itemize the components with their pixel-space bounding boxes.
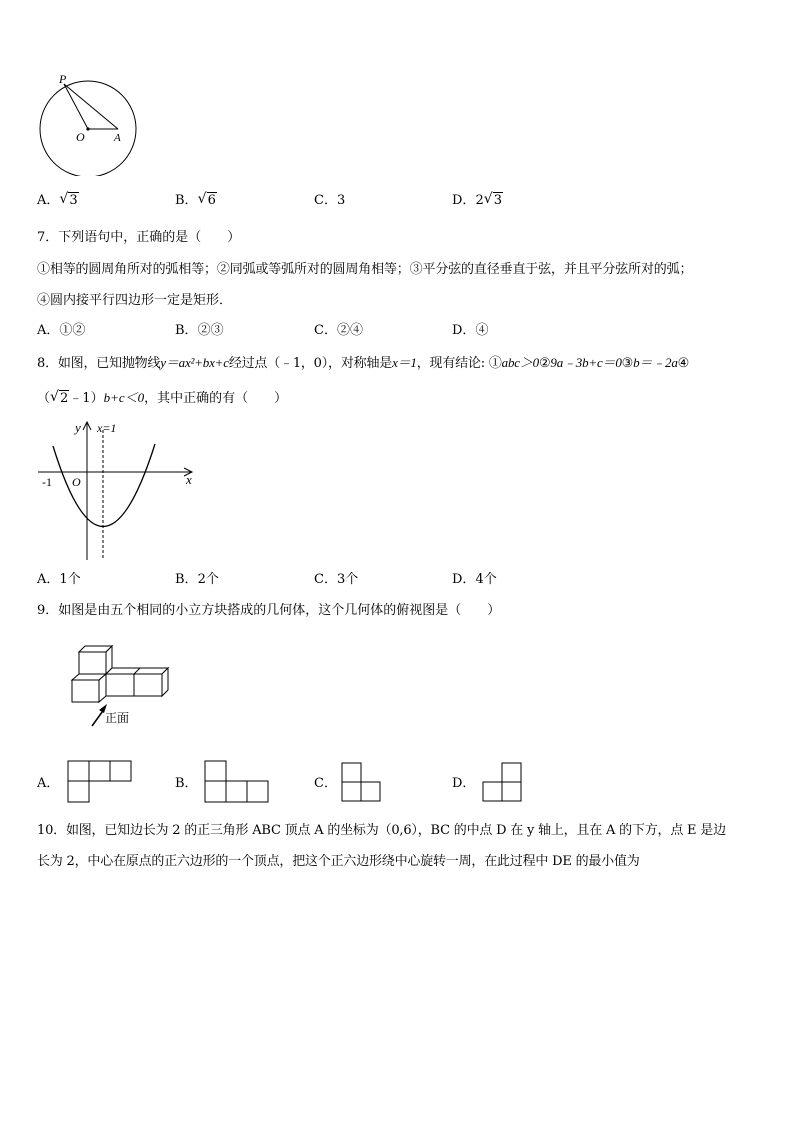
option-letter: C． — [314, 776, 337, 791]
q9-option-c[interactable] — [314, 776, 337, 792]
q6-option-c[interactable] — [314, 193, 345, 209]
option-letter: B． — [175, 323, 198, 338]
stem-text: 8．如图，已知抛物线 — [37, 356, 161, 371]
q9-option-d[interactable] — [452, 776, 475, 792]
label-p: P — [59, 72, 67, 86]
cube-top-front — [79, 652, 106, 674]
q6-option-a[interactable] — [37, 193, 79, 209]
q7-line2: ④圆内接平行四边形一定是矩形． — [37, 293, 233, 308]
stem-text: 经过点（﹣1，0），对称轴是 — [228, 356, 393, 371]
parabola-equation: y＝ax²+bx+c — [160, 355, 229, 370]
option-text: ②③ — [197, 323, 224, 338]
parabola-curve — [53, 444, 155, 527]
cube-row-front-2 — [106, 674, 134, 696]
center-dot — [86, 127, 89, 130]
stem-text: ③ — [621, 356, 634, 371]
radicand: 3 — [493, 193, 502, 208]
q6-circle-figure — [34, 72, 144, 176]
conclusion-1: abc＞0 — [501, 355, 539, 370]
conclusion-3: b＝﹣2a — [633, 355, 678, 370]
option-letter: D． — [452, 323, 476, 338]
option-letter: C． — [314, 193, 337, 208]
cube-front-front — [72, 680, 99, 702]
option-letter: B． — [175, 572, 198, 587]
q9-stem: 9．如图是由五个相同的小立方块搭成的几何体，这个几何体的俯视图是（ ） — [37, 603, 501, 618]
q8-option-d[interactable] — [452, 572, 497, 588]
option-text: 4个 — [475, 572, 497, 587]
sqrt-3: √ 3 — [483, 191, 502, 208]
stem-text: ﹣1） — [69, 391, 104, 406]
cube-row-front-3 — [134, 674, 162, 696]
q7-line1: ①相等的圆周角所对的弧相等；②同弧或等弧所对的圆周角相等；③平分弦的直径垂直于弦，并且平分弦所对的弧； — [37, 262, 693, 277]
option-letter: A． — [37, 193, 60, 208]
segment-pa — [64, 84, 118, 129]
label-origin: O — [72, 475, 81, 489]
option-letter: D． — [452, 776, 476, 791]
radicand: 2 — [60, 391, 69, 406]
option-letter: B． — [175, 193, 198, 208]
option-letter: A． — [37, 572, 60, 587]
stem-text: ，现有结论: ① — [416, 356, 502, 371]
label-x: x — [186, 472, 192, 487]
option-letter: D． — [452, 572, 476, 587]
q9-cubes-figure — [62, 640, 180, 730]
option-text: ②④ — [336, 323, 363, 338]
q9-option-c-view[interactable] — [341, 762, 383, 802]
stem-text: （ — [37, 391, 51, 406]
conclusion-4: b+c＜0 — [103, 390, 145, 405]
sqrt-6: √ 6 — [197, 191, 216, 208]
radicand: 6 — [207, 193, 216, 208]
q7-option-b[interactable] — [175, 323, 224, 339]
q10-line1: 10．如图，已知边长为 2 的正三角形 ABC 顶点 A 的坐标为（0,6），BC 的中点 D 在 y 轴上，且在 A 的下方，点 E 是边 — [37, 823, 726, 838]
stem-text: ，其中正确的有（ ） — [144, 391, 288, 406]
q9-option-b-view[interactable] — [204, 760, 270, 804]
label-neg1: -1 — [42, 475, 52, 489]
sqrt-3: √ 3 — [59, 191, 78, 208]
option-text: 3个 — [336, 572, 359, 587]
q9-option-b[interactable] — [175, 776, 198, 792]
q8-parabola-figure — [34, 418, 204, 566]
option-text: 2个 — [197, 572, 219, 587]
axis-equation: x＝1 — [392, 355, 417, 370]
q8-stem-line1 — [37, 355, 689, 372]
segment-po — [64, 84, 88, 129]
q8-option-a[interactable] — [37, 572, 81, 588]
sqrt-2: √ 2 — [50, 389, 69, 406]
option-text: ④ — [475, 323, 489, 338]
option-text: ①② — [59, 323, 86, 338]
option-text: 1个 — [59, 572, 81, 587]
option-letter: A． — [37, 776, 60, 791]
q7-stem: 7．下列语句中，正确的是（ ） — [37, 230, 241, 245]
option-letter: C． — [314, 572, 337, 587]
label-o: O — [76, 130, 85, 144]
coefficient: 2 — [475, 193, 484, 208]
q7-option-a[interactable] — [37, 323, 85, 339]
option-letter: B． — [175, 776, 198, 791]
option-letter: C． — [314, 323, 337, 338]
q9-option-d-view[interactable] — [482, 762, 524, 802]
option-letter: A． — [37, 323, 60, 338]
option-letter: D． — [452, 193, 476, 208]
q7-option-d[interactable] — [452, 323, 488, 339]
q6-option-b[interactable] — [175, 193, 217, 209]
q8-stem-line2 — [37, 390, 287, 407]
option-text: 3 — [336, 193, 346, 208]
q6-option-d[interactable] — [452, 193, 503, 209]
label-a: A — [114, 132, 121, 144]
q9-option-a-view[interactable] — [67, 760, 133, 804]
q8-option-c[interactable] — [314, 572, 358, 588]
stem-text: ④ — [677, 356, 690, 371]
radicand: 3 — [69, 193, 78, 208]
front-label: 正面 — [105, 711, 130, 725]
label-y: y — [75, 420, 81, 435]
q7-option-c[interactable] — [314, 323, 363, 339]
conclusion-2: 9a﹣3b+c＝0 — [550, 355, 622, 370]
stem-text: ② — [538, 356, 551, 371]
label-axis: x=1 — [97, 421, 117, 435]
q9-option-a[interactable] — [37, 776, 59, 792]
q10-line2: 长为 2，中心在原点的正六边形的一个顶点，把这个正六边形绕中心旋转一周，在此过程中 DE 的最小值为 — [37, 854, 640, 869]
q8-option-b[interactable] — [175, 572, 219, 588]
